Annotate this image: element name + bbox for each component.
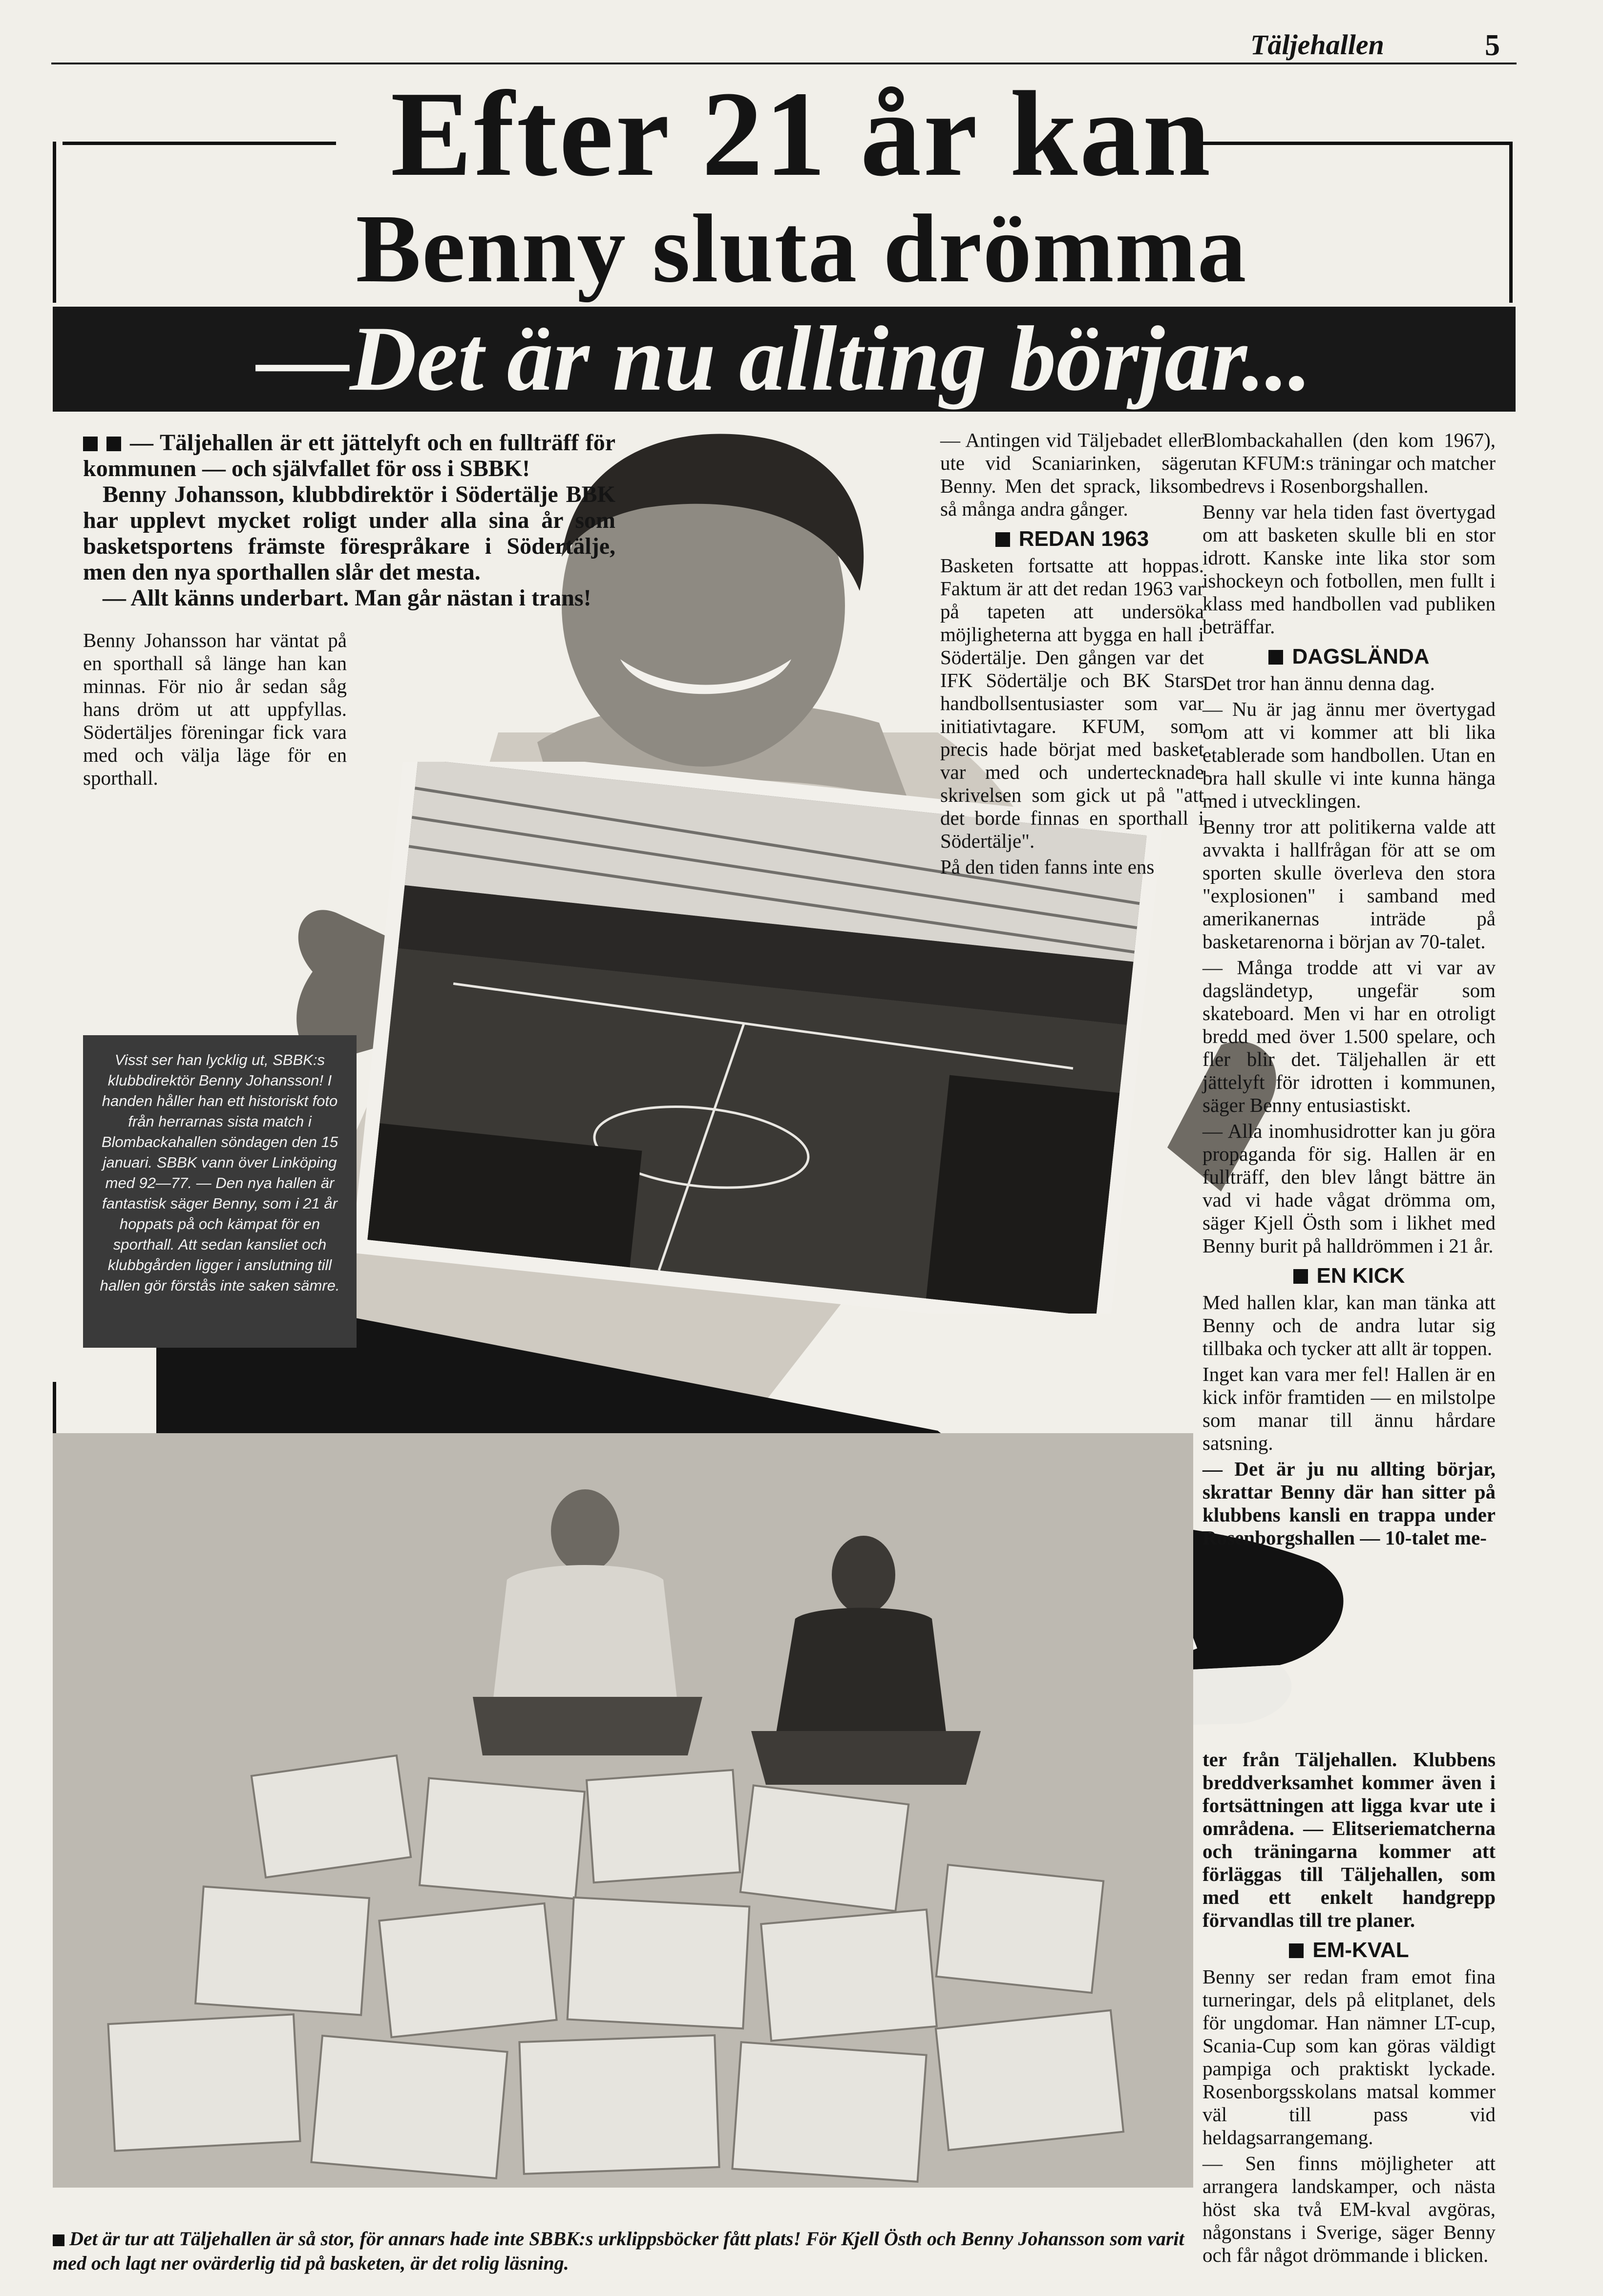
col3-lower-paragraph-2: Benny ser redan fram emot fina turneringar, dels på elitplanet, dels för ungdomar. Han nämner LT-cup, Scania-Cup som kan göras väldigt pampiga och praktiskt lyckade. Rosenborgsskolans matsal kommer väl till pass vid heldagsarrangemang.: [1202, 1965, 1496, 2149]
col2-paragraph-3: På den tiden fanns inte ens: [940, 856, 1155, 878]
col3-paragraph-9: Inget kan vara mer fel! Hallen är en kick inför framtiden — en milstolpe som manar till ännu hårdare satsning.: [1202, 1363, 1496, 1454]
headline-line-2: Benny sluta drömma: [356, 195, 1247, 303]
lead-paragraphs: [83, 430, 615, 611]
intro-paragraph: Benny Johansson har väntat på en sporthall så länge han kan minnas. För nio år sedan såg hans dröm ut att uppfyllas. Södertäljes föreningar fick vara med och välja läge för en sporthall.: [83, 629, 347, 789]
col3-paragraph-10: — Det är ju nu allting börjar, skrattar Benny där han sitter på klubbens kansli en trappa under Rosenborgshallen — 10-talet me-: [1202, 1458, 1496, 1549]
subhead: —Det är nu allting börjar...: [256, 308, 1312, 410]
article-column-2: [940, 429, 1204, 881]
col3-paragraph-6: — Många trodde att vi var av dagsländetyp, ungefär som skateboard. Men vi har en otroligt bredd med över 1.500 spelare, och fler blir det. Täljehallen är ett jättelyft för idrotten i kommunen, säger Benny entusiastiskt.: [1202, 956, 1496, 1116]
frame-side-lower: [53, 1382, 56, 1436]
col3-paragraph-8: Med hallen klar, kan man tänka att Benny och de andra lutar sig tillbaka och tycker att allt är toppen.: [1202, 1291, 1496, 1359]
col3-lower-paragraph-3: — Sen finns möjligheter att arrangera landskamper, och nästa höst ska två EM-kval avgöras, någonstans i Sverige, säger Benny och får något drömmande i blicken.: [1202, 2152, 1496, 2266]
section-heading-dagslanda: DAGSLÄNDA: [1202, 645, 1496, 668]
col3-paragraph-5: Benny tror att politikerna valde att avvakta i hallfrågan för att se om sporten skulle överleva den stora "explosionen" i samband med amerikanernas inträde på basketarenorna i början av 70-talet.: [1202, 815, 1496, 953]
lead-paragraph-3: — Allt känns underbart. Man går nästan i trans!: [103, 585, 591, 611]
clippings-photo: [53, 1433, 1193, 2188]
newspaper-section-name: Täljehallen: [1250, 29, 1384, 61]
clippings-photo-image: [53, 1433, 1193, 2188]
col3-lower-paragraph-1: ter från Täljehallen. Klubbens breddverksamhet kommer även i fortsättningen att ligga kvar ute i områdena. — Elitseriematcherna och träningarna kommer att förläggas till Täljehallen, som med ett enkelt handgrepp förvandlas till tre planer.: [1202, 1748, 1496, 1931]
col3-paragraph-2: Benny var hela tiden fast övertygad om att basketen skulle bli en stor idrott. Kanske inte lika stor som ishockeyn och fotbollen, men fullt i klass med handbollen vad publiken beträffar.: [1202, 501, 1496, 638]
header-rule: [51, 63, 1517, 64]
col3-paragraph-4: — Nu är jag ännu mer övertygad om att vi kommer att bli lika etablerade som handbollen. Utan en bra hall skulle vi inte kunna hänga med i utvecklingen.: [1202, 698, 1496, 812]
col3-paragraph-1: Blombackahallen (den kom 1967), utan KFUM:s träningar och matcher bedrevs i Rosenborgshallen.: [1202, 429, 1496, 497]
section-heading-em-kval: EM-KVAL: [1202, 1939, 1496, 1962]
col2-paragraph-1: — Antingen vid Täljebadet eller ute vid Scaniarinken, säger Benny. Men det sprack, liksom så många andra gånger.: [940, 429, 1204, 520]
col2-paragraph-2: Basketen fortsatte att hoppas. Faktum är att det redan 1963 var på tapeten att undersöka möjligheterna att bygga en hall i Södertälje. Den gången var det IFK Södertälje och BK Stars handbollsentusiaster som var initiativtagare. KFUM, som precis hade börjat med basket var med och undertecknade skrivelsen som gick ut på "att det borde finnas en sporthall i Södertälje".: [940, 554, 1204, 852]
article-column-3: [1202, 429, 1496, 1552]
section-heading-redan-1963: REDAN 1963: [940, 527, 1204, 550]
photo-caption-text: Visst ser han lycklig ut, SBBK:s klubbdirektör Benny Johansson! I handen håller han ett historiskt foto från herrarnas sista match i Blombackahallen söndagen den 15 januari. SBBK vann över Linköping med 92—77. — Den nya hallen är fantastisk säger Benny, som i 21 år hoppats på och kämpat för en sporthall. Att sedan kansliet och klubbgården ligger i anslutning till hallen gör förstås inte saken sämre.: [100, 1051, 340, 1294]
section-heading-en-kick: EN KICK: [1202, 1264, 1496, 1287]
headline-line-1: Efter 21 år kan: [390, 66, 1213, 202]
lead-paragraph-2: Benny Johansson, klubbdirektör i Södertälje BBK har upplevt mycket roligt under alla sina år som basketsportens främste förespråkare i Södertälje, men den nya sporthallen slår det mesta.: [83, 481, 615, 585]
article-column-3-lower: [1202, 1748, 1496, 2270]
col3-paragraph-7: — Alla inomhusidrotter kan ju göra propaganda för sig. Hallen är en fullträff, den blev långt bättre än vad vi hade vågat drömma om, säger Kjell Östh som i likhet med Benny burit på halldrömmen i 21 år.: [1202, 1120, 1496, 1257]
col3-paragraph-3: Det tror han ännu denna dag.: [1202, 672, 1435, 694]
lead-paragraph-1: — Täljehallen är ett jättelyft och en fullträff för kommunen — och självfallet för oss i SBBK!: [83, 430, 615, 481]
page-number: 5: [1485, 29, 1500, 62]
bottom-photo-caption: Det är tur att Täljehallen är så stor, för annars hade inte SBBK:s urklippsböcker fått plats! För Kjell Östh och Benny Johansson som varit med och lagt ner ovärderlig tid på basketen, är det rolig läsning.: [53, 2228, 1184, 2274]
